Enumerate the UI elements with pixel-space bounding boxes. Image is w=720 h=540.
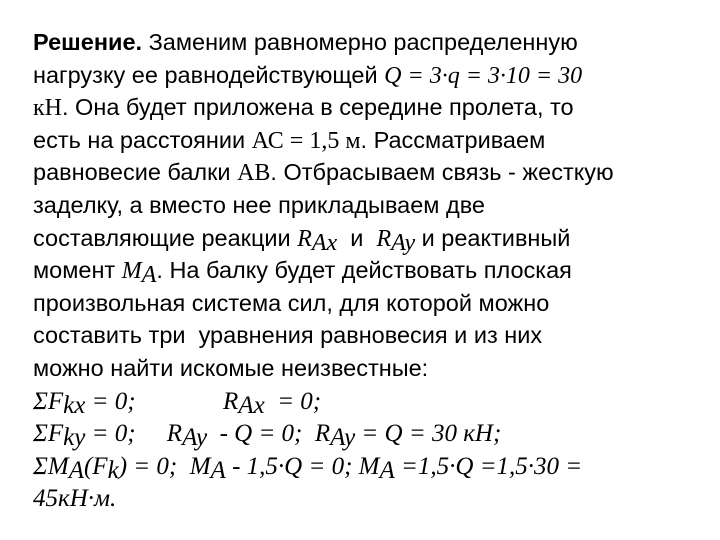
moment-symbol: M	[121, 258, 142, 285]
text-run: произвольная система сил, для которой можно	[33, 289, 550, 316]
text-run: равновесие балки	[33, 159, 238, 186]
text-run: нагрузку ее равнодействующей	[33, 61, 385, 88]
subscript: Ay	[391, 229, 416, 256]
subscript: A	[210, 456, 226, 484]
eq-part: ΣF	[33, 420, 64, 448]
eq-part: - Q = 0; R	[207, 420, 331, 448]
text-run: и реактивный	[415, 224, 571, 251]
text-run: можно найти искомые неизвестные:	[33, 354, 429, 381]
text-run: составляющие реакции	[33, 224, 298, 251]
subscript: k	[107, 456, 119, 484]
eq-part: =1,5·Q =1,5·30 =	[394, 452, 583, 480]
line-2	[33, 59, 708, 92]
solution-heading: Решение.	[33, 29, 143, 55]
equation-1	[33, 385, 708, 418]
line-9	[33, 287, 708, 320]
reaction-symbol: R	[297, 225, 312, 252]
resultant-formula: Q = 3·q = 3·10 = 30	[384, 62, 583, 89]
equation-4	[33, 482, 708, 515]
eq-part: ΣF	[33, 387, 64, 415]
subscript: Ay	[182, 424, 208, 452]
text-run: . Отбрасываем связь - жесткую	[270, 159, 614, 186]
line-10	[33, 319, 708, 352]
subscript: Ay	[330, 424, 356, 452]
line-11	[33, 352, 708, 385]
eq-part: - 1,5·Q = 0; M	[225, 452, 380, 480]
solution-text	[33, 26, 708, 515]
subscript: kx	[63, 391, 86, 419]
result-value: 45кН·м.	[33, 485, 117, 513]
equation-2	[33, 417, 708, 450]
subscript: Ax	[311, 229, 338, 256]
text-run: . Она будет приложена в середине пролета, то	[62, 94, 574, 121]
text-run: момент	[33, 257, 122, 284]
text-run: и	[337, 224, 377, 251]
reaction-symbol: R	[376, 225, 392, 252]
subscript: Ax	[238, 391, 265, 419]
subscript: ky	[63, 424, 86, 452]
text-run: есть на расстоянии	[33, 126, 252, 153]
text-run: составить три уравнения равновесия и из них	[33, 322, 543, 349]
eq-part: ) = 0; M	[118, 452, 211, 480]
text-run: . Рассматриваем	[360, 126, 546, 153]
distance-formula: АС = 1,5 м	[251, 127, 361, 154]
subscript: A	[141, 262, 157, 289]
eq-part: = Q = 30 кН;	[355, 420, 502, 448]
text-run: Заменим равномерно распределенную	[142, 29, 578, 55]
line-5	[33, 156, 708, 189]
line-7	[33, 222, 708, 255]
beam-label: АВ	[237, 160, 271, 187]
line-6	[33, 189, 708, 222]
eq-part: = 0; R	[85, 420, 183, 448]
unit-label: кН	[33, 95, 62, 122]
text-run: заделку, а вместо нее прикладываем две	[33, 191, 485, 218]
subscript: A	[68, 456, 84, 484]
subscript: A	[379, 456, 395, 484]
text-run: . На балку будет действовать плоская	[156, 257, 572, 284]
eq-part: = 0;	[264, 387, 322, 415]
eq-part: = 0; R	[85, 387, 239, 415]
eq-part: (F	[83, 452, 108, 480]
line-8	[33, 254, 708, 287]
equation-3	[33, 450, 708, 483]
line-4	[33, 124, 708, 157]
line-3	[33, 91, 708, 124]
eq-part: ΣM	[33, 452, 69, 480]
line-1	[33, 26, 708, 59]
